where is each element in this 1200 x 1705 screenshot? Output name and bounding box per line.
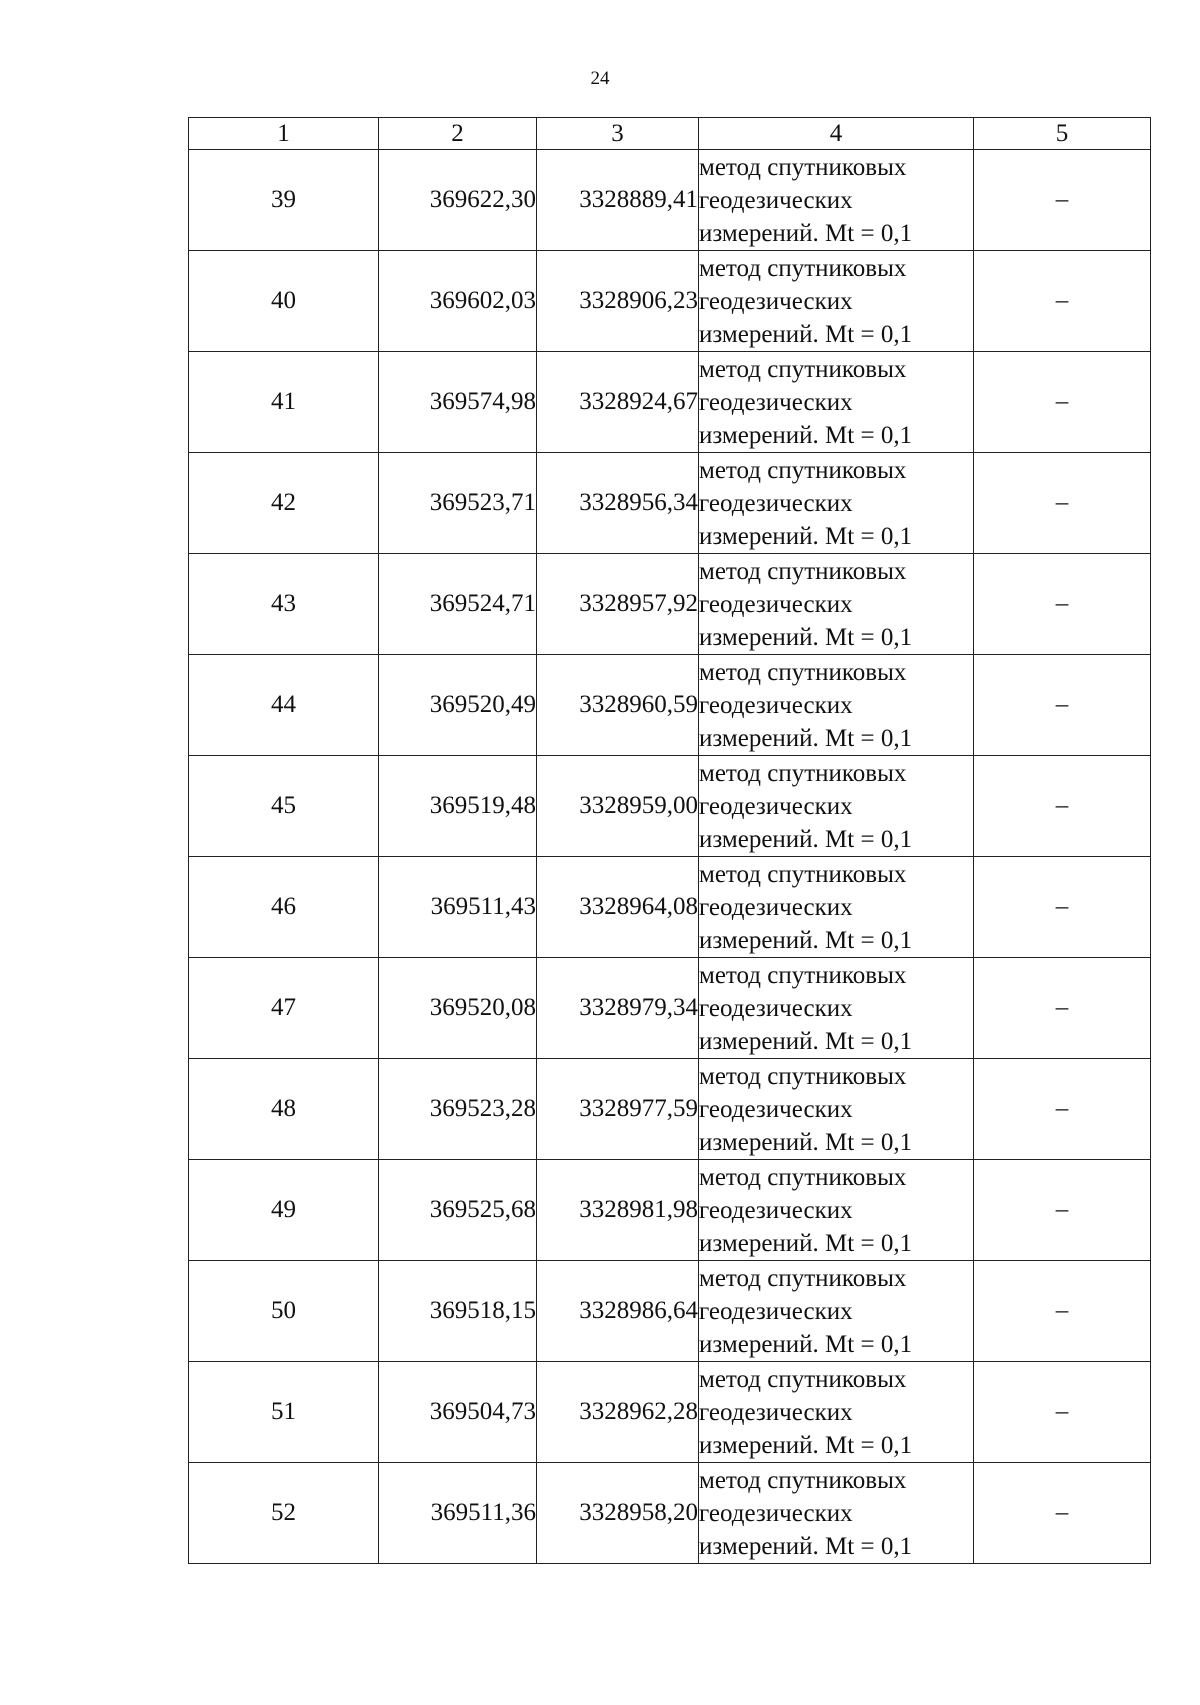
point-number-cell: 42 xyxy=(189,453,379,554)
header-col-3: 3 xyxy=(537,118,699,150)
method-text-line: метод спутниковых xyxy=(699,658,907,686)
x-coordinate-cell: 369520,08 xyxy=(379,958,537,1059)
method-text-line: измерений. Mt = 0,1 xyxy=(699,1128,913,1156)
note-cell: – xyxy=(974,756,1151,857)
x-coordinate-cell: 369602,03 xyxy=(379,251,537,352)
note-cell: – xyxy=(974,352,1151,453)
method-cell xyxy=(699,554,974,655)
note-cell: – xyxy=(974,554,1151,655)
method-text-line: геодезических xyxy=(699,1297,853,1325)
method-text-line: геодезических xyxy=(699,388,853,416)
point-number-cell: 47 xyxy=(189,958,379,1059)
method-text-line: метод спутниковых xyxy=(699,557,907,585)
method-text-line: геодезических xyxy=(699,691,853,719)
table-row xyxy=(189,655,1151,756)
method-text-line: измерений. Mt = 0,1 xyxy=(699,1330,913,1358)
y-coordinate-cell: 3328956,34 xyxy=(537,453,699,554)
method-cell xyxy=(699,756,974,857)
x-coordinate-cell: 369518,15 xyxy=(379,1261,537,1362)
header-col-1: 1 xyxy=(189,118,379,150)
method-cell xyxy=(699,453,974,554)
method-cell xyxy=(699,1059,974,1160)
method-cell xyxy=(699,1463,974,1564)
method-text-line: метод спутниковых xyxy=(699,1264,907,1292)
point-number-cell: 44 xyxy=(189,655,379,756)
method-text-line: геодезических xyxy=(699,186,853,214)
method-text-line: геодезических xyxy=(699,287,853,315)
method-text-line: метод спутниковых xyxy=(699,759,907,787)
method-text-line: метод спутниковых xyxy=(699,860,907,888)
method-text-line: метод спутниковых xyxy=(699,456,907,484)
x-coordinate-cell: 369504,73 xyxy=(379,1362,537,1463)
method-cell xyxy=(699,1160,974,1261)
table-row xyxy=(189,857,1151,958)
y-coordinate-cell: 3328959,00 xyxy=(537,756,699,857)
x-coordinate-cell: 369622,30 xyxy=(379,150,537,251)
point-number-cell: 43 xyxy=(189,554,379,655)
header-col-5: 5 xyxy=(974,118,1151,150)
method-text-line: геодезических xyxy=(699,489,853,517)
method-text-line: метод спутниковых xyxy=(699,1163,907,1191)
method-text-line: геодезических xyxy=(699,1398,853,1426)
x-coordinate-cell: 369511,36 xyxy=(379,1463,537,1564)
method-cell xyxy=(699,655,974,756)
note-cell: – xyxy=(974,1059,1151,1160)
method-text-line: измерений. Mt = 0,1 xyxy=(699,1229,913,1257)
note-cell: – xyxy=(974,655,1151,756)
method-text-line: метод спутниковых xyxy=(699,355,907,383)
table-row xyxy=(189,756,1151,857)
note-cell: – xyxy=(974,251,1151,352)
table-row xyxy=(189,1463,1151,1564)
method-text-line: геодезических xyxy=(699,590,853,618)
table-row xyxy=(189,1160,1151,1261)
coordinates-table xyxy=(188,117,1151,1564)
y-coordinate-cell: 3328977,59 xyxy=(537,1059,699,1160)
table-row xyxy=(189,1362,1151,1463)
x-coordinate-cell: 369524,71 xyxy=(379,554,537,655)
y-coordinate-cell: 3328906,23 xyxy=(537,251,699,352)
method-cell xyxy=(699,251,974,352)
y-coordinate-cell: 3328981,98 xyxy=(537,1160,699,1261)
method-cell xyxy=(699,958,974,1059)
table-row xyxy=(189,554,1151,655)
point-number-cell: 48 xyxy=(189,1059,379,1160)
y-coordinate-cell: 3328958,20 xyxy=(537,1463,699,1564)
point-number-cell: 40 xyxy=(189,251,379,352)
x-coordinate-cell: 369523,71 xyxy=(379,453,537,554)
method-cell xyxy=(699,1362,974,1463)
page-number: 24 xyxy=(590,68,610,89)
method-text-line: метод спутниковых xyxy=(699,1466,907,1494)
y-coordinate-cell: 3328962,28 xyxy=(537,1362,699,1463)
method-text-line: измерений. Mt = 0,1 xyxy=(699,1532,913,1560)
note-cell: – xyxy=(974,1160,1151,1261)
note-cell: – xyxy=(974,1463,1151,1564)
table-row xyxy=(189,1261,1151,1362)
method-cell xyxy=(699,857,974,958)
note-cell: – xyxy=(974,1261,1151,1362)
table-row xyxy=(189,352,1151,453)
method-text-line: измерений. Mt = 0,1 xyxy=(699,825,913,853)
method-text-line: измерений. Mt = 0,1 xyxy=(699,522,913,550)
method-text-line: геодезических xyxy=(699,994,853,1022)
note-cell: – xyxy=(974,857,1151,958)
method-text-line: измерений. Mt = 0,1 xyxy=(699,1027,913,1055)
y-coordinate-cell: 3328986,64 xyxy=(537,1261,699,1362)
note-cell: – xyxy=(974,150,1151,251)
method-text-line: геодезических xyxy=(699,1095,853,1123)
x-coordinate-cell: 369525,68 xyxy=(379,1160,537,1261)
table-row xyxy=(189,453,1151,554)
note-cell: – xyxy=(974,958,1151,1059)
table-row xyxy=(189,1059,1151,1160)
table-body xyxy=(189,150,1151,1564)
method-text-line: измерений. Mt = 0,1 xyxy=(699,926,913,954)
method-text-line: измерений. Mt = 0,1 xyxy=(699,623,913,651)
method-text-line: измерений. Mt = 0,1 xyxy=(699,320,913,348)
x-coordinate-cell: 369574,98 xyxy=(379,352,537,453)
y-coordinate-cell: 3328964,08 xyxy=(537,857,699,958)
method-text-line: измерений. Mt = 0,1 xyxy=(699,1431,913,1459)
table-row xyxy=(189,251,1151,352)
method-text-line: геодезических xyxy=(699,792,853,820)
method-text-line: измерений. Mt = 0,1 xyxy=(699,219,913,247)
method-text-line: измерений. Mt = 0,1 xyxy=(699,724,913,752)
point-number-cell: 51 xyxy=(189,1362,379,1463)
method-text-line: геодезических xyxy=(699,1499,853,1527)
point-number-cell: 49 xyxy=(189,1160,379,1261)
x-coordinate-cell: 369523,28 xyxy=(379,1059,537,1160)
table-row xyxy=(189,150,1151,251)
header-col-4: 4 xyxy=(699,118,974,150)
x-coordinate-cell: 369519,48 xyxy=(379,756,537,857)
method-text-line: геодезических xyxy=(699,1196,853,1224)
point-number-cell: 46 xyxy=(189,857,379,958)
y-coordinate-cell: 3328889,41 xyxy=(537,150,699,251)
point-number-cell: 52 xyxy=(189,1463,379,1564)
method-cell xyxy=(699,1261,974,1362)
method-cell xyxy=(699,352,974,453)
header-col-2: 2 xyxy=(379,118,537,150)
y-coordinate-cell: 3328957,92 xyxy=(537,554,699,655)
note-cell: – xyxy=(974,453,1151,554)
method-text-line: метод спутниковых xyxy=(699,1062,907,1090)
table-header xyxy=(189,118,1151,150)
method-text-line: метод спутниковых xyxy=(699,961,907,989)
method-text-line: измерений. Mt = 0,1 xyxy=(699,421,913,449)
point-number-cell: 50 xyxy=(189,1261,379,1362)
y-coordinate-cell: 3328960,59 xyxy=(537,655,699,756)
header-row xyxy=(189,118,1151,150)
method-text-line: метод спутниковых xyxy=(699,254,907,282)
method-text-line: метод спутниковых xyxy=(699,1365,907,1393)
y-coordinate-cell: 3328979,34 xyxy=(537,958,699,1059)
point-number-cell: 41 xyxy=(189,352,379,453)
point-number-cell: 39 xyxy=(189,150,379,251)
method-cell xyxy=(699,150,974,251)
x-coordinate-cell: 369520,49 xyxy=(379,655,537,756)
y-coordinate-cell: 3328924,67 xyxy=(537,352,699,453)
method-text-line: метод спутниковых xyxy=(699,153,907,181)
note-cell: – xyxy=(974,1362,1151,1463)
point-number-cell: 45 xyxy=(189,756,379,857)
method-text-line: геодезических xyxy=(699,893,853,921)
table-row xyxy=(189,958,1151,1059)
x-coordinate-cell: 369511,43 xyxy=(379,857,537,958)
